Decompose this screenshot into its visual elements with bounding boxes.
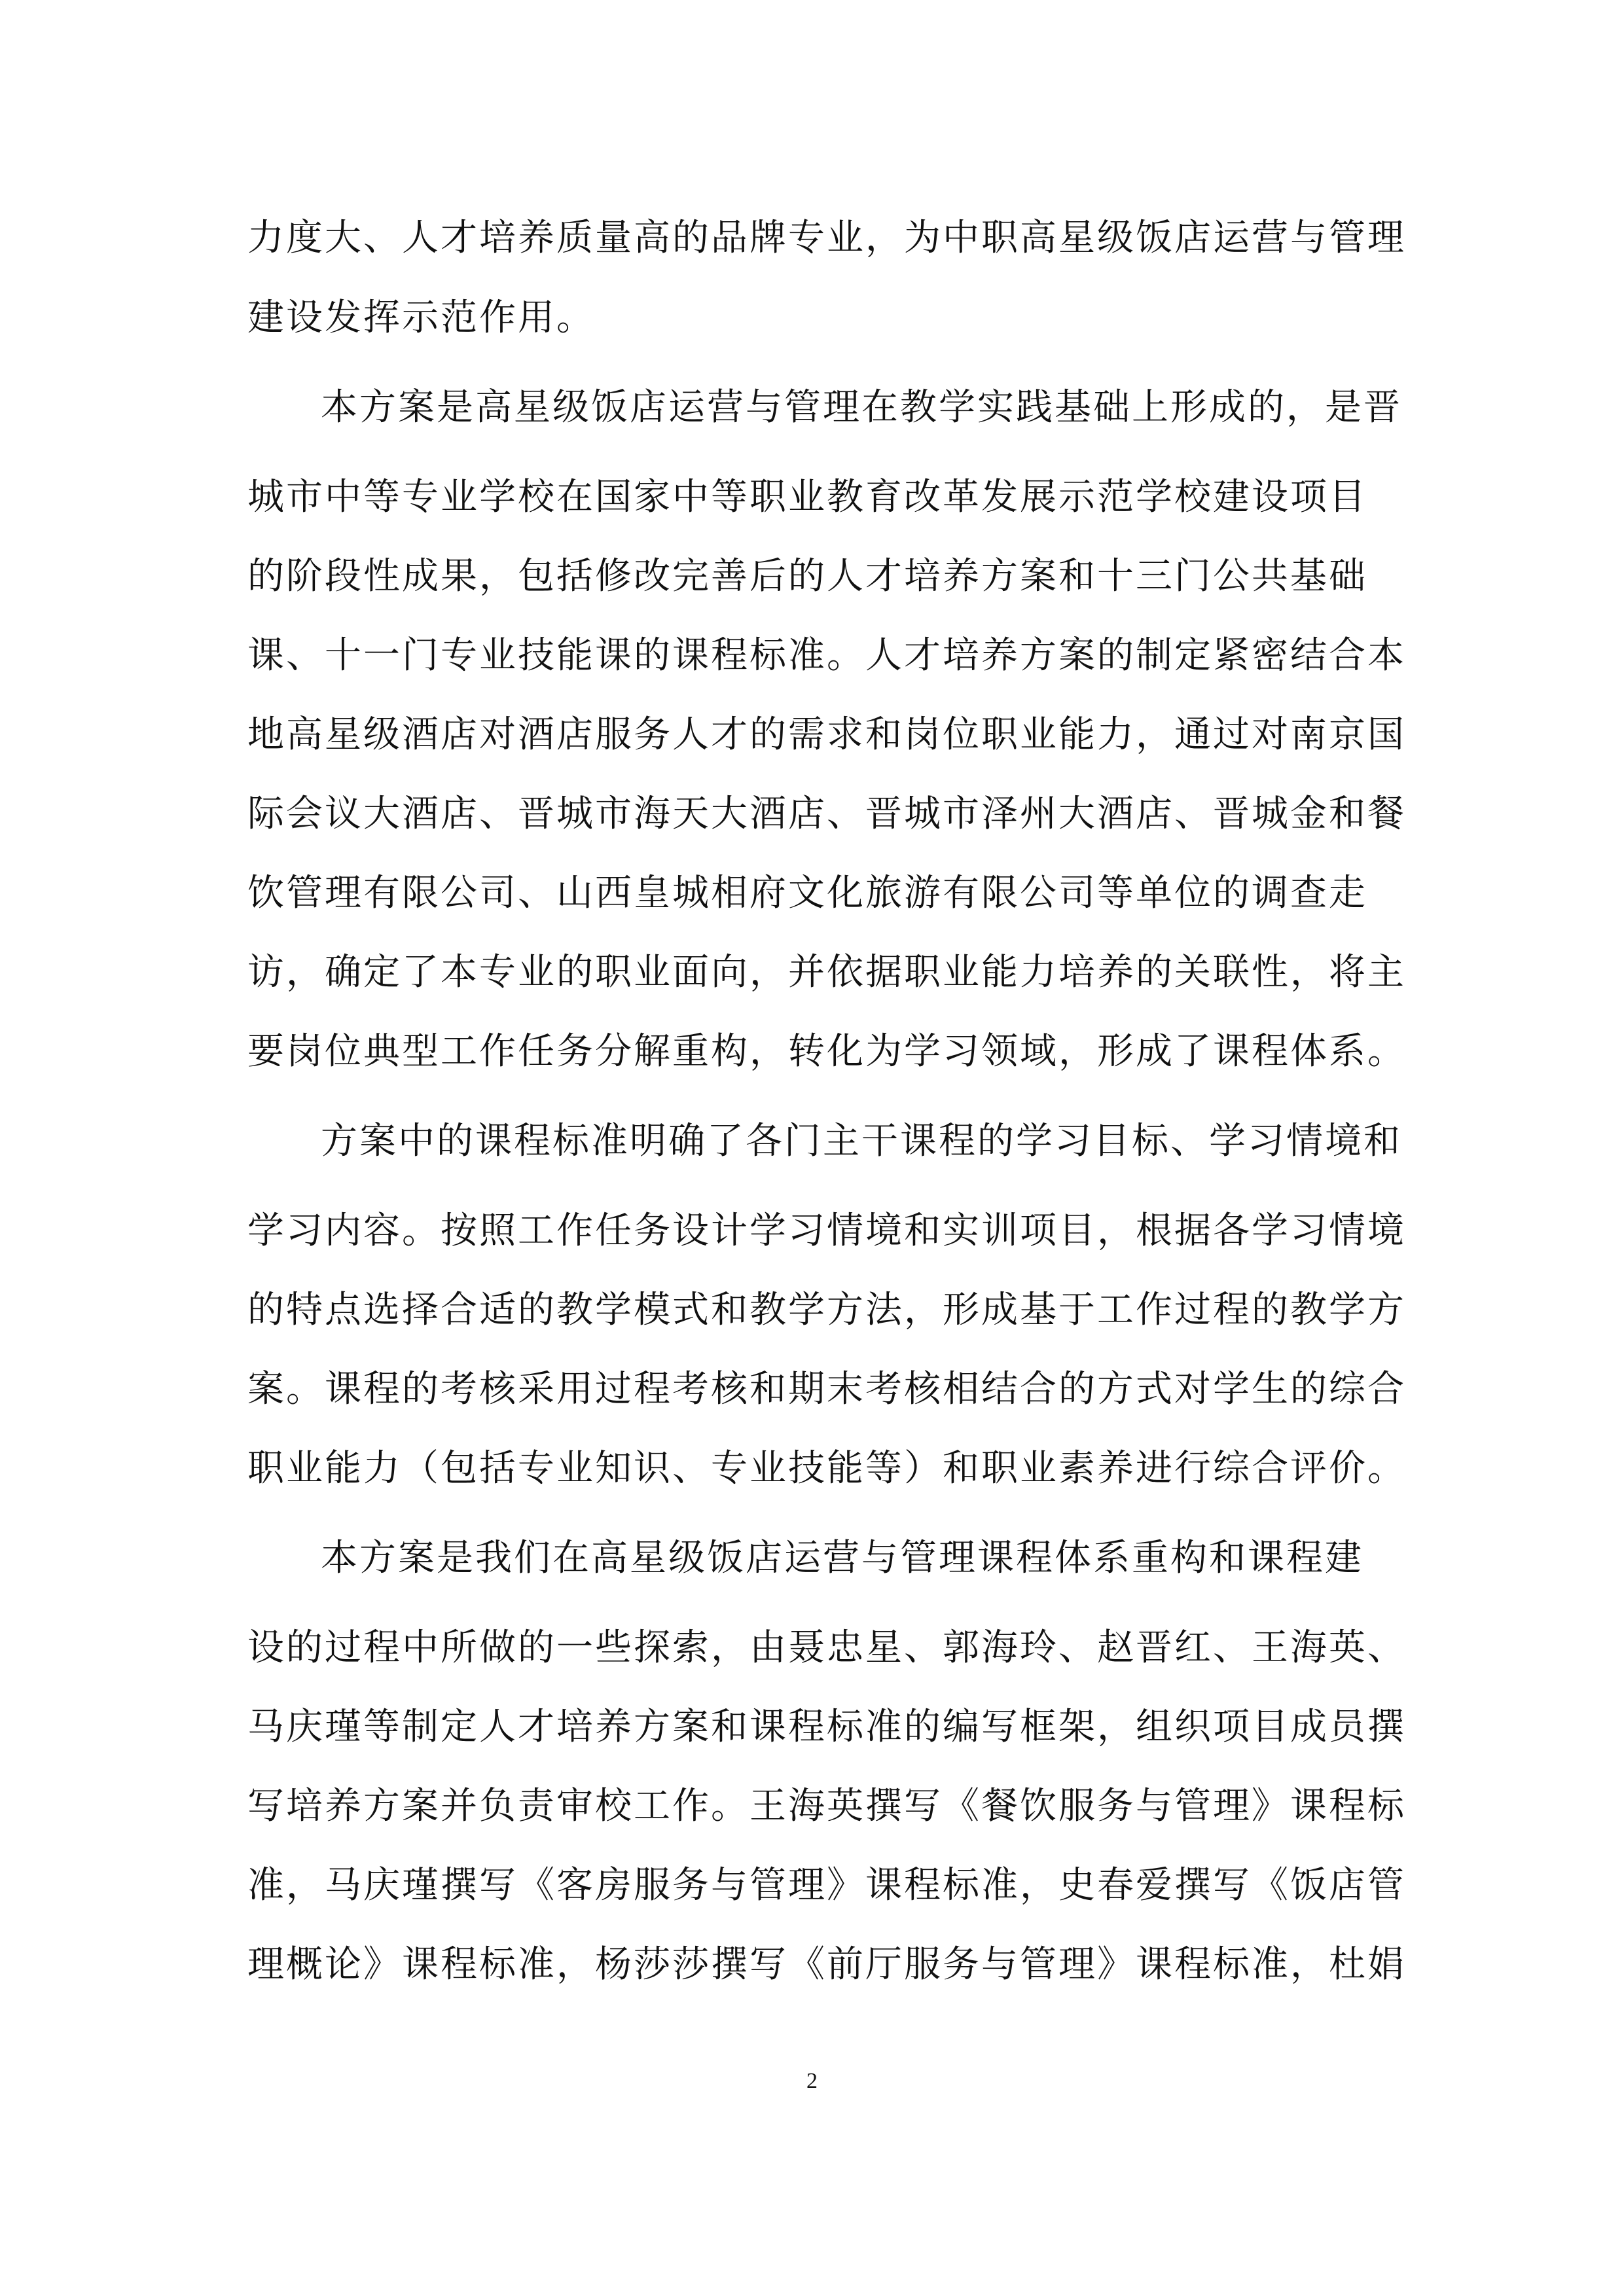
text-line-9: 饮管理有限公司、山西皇城相府文化旅游有限公司等单位的调查走 <box>247 872 1367 914</box>
text-line-18: 设的过程中所做的一些探索，由聂忠星、郭海玲、赵晋红、王海英、 <box>247 1626 1406 1669</box>
text-line-2: 建设发挥示范作用。 <box>247 296 595 339</box>
text-line-3: 本方案是高星级饭店运营与管理在教学实践基础上形成的，是晋 <box>321 386 1402 429</box>
text-line-4: 城市中等专业学校在国家中等职业教育改革发展示范学校建设项目 <box>247 476 1367 518</box>
text-line-20: 写培养方案并负责审校工作。王海英撰写《餐饮服务与管理》课程标 <box>247 1785 1406 1827</box>
text-line-21: 准，马庆瑾撰写《客房服务与管理》课程标准，史春爱撰写《饭店管 <box>247 1864 1406 1907</box>
text-line-22: 理概论》课程标准，杨莎莎撰写《前厅服务与管理》课程标准，杜娟 <box>247 1943 1406 1986</box>
text-line-8: 际会议大酒店、晋城市海天大酒店、晋城市泽州大酒店、晋城金和餐 <box>247 793 1406 835</box>
text-line-16: 职业能力（包括专业知识、专业技能等）和职业素养进行综合评价。 <box>247 1447 1406 1490</box>
text-line-6: 课、十一门专业技能课的课程标准。人才培养方案的制定紧密结合本 <box>247 634 1406 677</box>
text-line-1: 力度大、人才培养质量高的品牌专业，为中职高星级饭店运营与管理 <box>247 217 1406 259</box>
text-line-15: 案。课程的考核采用过程考核和期末考核相结合的方式对学生的综合 <box>247 1368 1406 1410</box>
text-line-10: 访，确定了本专业的职业面向，并依据职业能力培养的关联性，将主 <box>247 951 1406 994</box>
text-line-11: 要岗位典型工作任务分解重构，转化为学习领域，形成了课程体系。 <box>247 1030 1406 1073</box>
text-line-17: 本方案是我们在高星级饭店运营与管理课程体系重构和课程建 <box>321 1537 1363 1579</box>
text-line-19: 马庆瑾等制定人才培养方案和课程标准的编写框架，组织项目成员撰 <box>247 1706 1406 1748</box>
text-line-5: 的阶段性成果，包括修改完善后的人才培养方案和十三门公共基础 <box>247 555 1367 598</box>
text-line-7: 地高星级酒店对酒店服务人才的需求和岗位职业能力，通过对南京国 <box>247 713 1406 756</box>
text-line-14: 的特点选择合适的教学模式和教学方法，形成基于工作过程的教学方 <box>247 1289 1406 1331</box>
text-line-13: 学习内容。按照工作任务设计学习情境和实训项目，根据各学习情境 <box>247 1210 1406 1252</box>
text-line-12: 方案中的课程标准明确了各门主干课程的学习目标、学习情境和 <box>321 1120 1402 1162</box>
page-number: 2 <box>806 2069 818 2093</box>
